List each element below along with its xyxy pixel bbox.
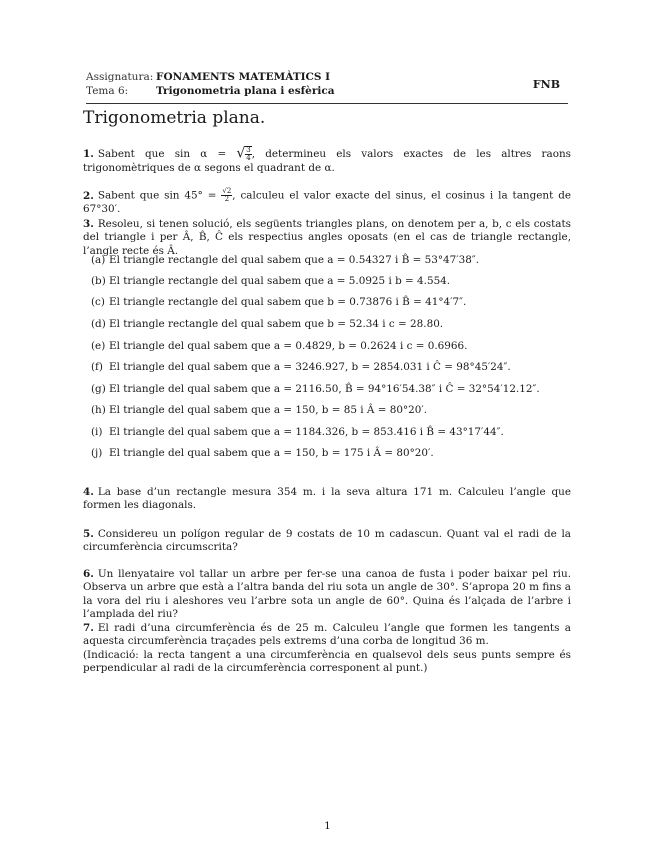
list-item — [91, 296, 466, 309]
exercise-text: Sabent que sin 45° = — [97, 189, 217, 202]
item-text: El triangle del qual sabem que a = 1184.326, b = 853.416 i B̂ = 43°17′44″. — [109, 426, 504, 438]
exercise-text: Sabent que sin α = — [97, 148, 227, 160]
fraction-numerator: 3 — [246, 146, 251, 154]
exercise-5 — [83, 528, 571, 555]
item-label: (b) — [91, 275, 106, 287]
page-title: Trigonometria plana. — [83, 108, 266, 128]
item-text: El triangle del qual sabem que a = 0.4829, b = 0.2624 i c = 0.6966. — [109, 340, 468, 352]
fraction-denominator: 4 — [246, 154, 251, 162]
exercise-number: 4. — [83, 486, 94, 498]
item-text: El triangle del qual sabem que a = 3246.927, b = 2854.031 i Ĉ = 98°45′24″. — [109, 361, 511, 373]
item-label: (g) — [91, 383, 106, 395]
list-item — [91, 254, 479, 267]
page-header — [86, 69, 568, 104]
item-text: El triangle rectangle del qual sabem que a = 5.0925 i b = 4.554. — [109, 275, 451, 287]
exercise-7 — [83, 622, 571, 676]
exercise-text: Considereu un polígon regular de 9 costats de 10 m cadascun. Quant val el radi de la circumferència circumscrita? — [83, 528, 571, 554]
list-item — [91, 426, 504, 439]
header-subject-row — [86, 71, 330, 84]
list-item — [91, 404, 427, 417]
exercise-text-cont: , determineu els valors exactes de les altres raons trigonomètriques de α segons el quadrant de α. — [83, 148, 571, 174]
exercise-1 — [83, 146, 571, 175]
item-label: (a) — [91, 254, 106, 266]
exercise-number: 7. — [83, 622, 94, 634]
item-label: (e) — [91, 340, 106, 352]
exercise-number: 2. — [83, 189, 94, 202]
exercise-4 — [83, 486, 571, 513]
exercise-text: Resoleu, si tenen solució, els següents triangles plans, on denotem per a, b, c els costats del triangle i per Â, B̂, Ĉ els respectius angles oposats (en el cas de triangle rectangle, l’angle recte és Â. — [83, 218, 571, 257]
item-label: (c) — [91, 296, 105, 308]
header-topic-label: Tema 6: — [86, 85, 129, 97]
exercise-6 — [83, 568, 571, 622]
item-label: (i) — [91, 426, 103, 438]
item-label: (j) — [91, 447, 103, 459]
header-subject-value: FONAMENTS MATEMÀTICS I — [156, 71, 331, 83]
page-number: 1 — [324, 820, 331, 832]
list-item — [91, 447, 434, 460]
item-label: (h) — [91, 404, 106, 416]
exercise-text: La base d’un rectangle mesura 354 m. i la seva altura 171 m. Calculeu l’angle que formen les diagonals. — [83, 486, 571, 512]
item-label: (f) — [91, 361, 103, 373]
exercise-3 — [83, 218, 571, 258]
item-label: (d) — [91, 318, 106, 330]
exercise-number: 5. — [83, 528, 94, 540]
fraction-numerator: √2 — [222, 187, 232, 195]
exercise-text-cont: , calculeu el valor exacte del sinus, el cosinus i la tangent de 67°30′. — [83, 189, 571, 215]
item-text: El triangle rectangle del qual sabem que b = 0.73876 i B̂ = 41°4′7″. — [109, 296, 467, 308]
exercise-2 — [83, 188, 571, 216]
item-text: El triangle rectangle del qual sabem que a = 0.54327 i B̂ = 53°47′38″. — [109, 254, 480, 266]
item-text: El triangle rectangle del qual sabem que b = 52.34 i c = 28.80. — [109, 318, 444, 330]
exercise-number: 6. — [83, 568, 94, 580]
list-item — [91, 275, 450, 288]
list-item — [91, 318, 443, 331]
exercise-text: Un llenyataire vol tallar un arbre per fer-se una canoa de fusta i poder baixar pel riu. Observa un arbre que està a l’altra banda del riu sota un angle de 30°. S’apropa 20 m fins a la vora del riu i aleshores veu l’arbre sota un angle de 60°. Quina és l’alçada de l’arbre i l’amplada del riu? — [83, 568, 571, 621]
header-subject-label: Assignatura: — [86, 71, 154, 83]
list-item — [91, 361, 511, 374]
list-item — [91, 340, 467, 353]
exercise-number: 3. — [83, 218, 94, 230]
item-text: El triangle del qual sabem que a = 150, b = 85 i Â = 80°20′. — [109, 404, 428, 416]
list-item — [91, 383, 540, 396]
header-right-label: FNB — [532, 78, 560, 91]
item-text: El triangle del qual sabem que a = 150, b = 175 i Â = 80°20′. — [109, 447, 434, 459]
fraction-denominator: 2 — [224, 195, 230, 203]
header-topic-row — [86, 85, 335, 98]
exercise-note: (Indicació: la recta tangent a una circumferència en qualsevol dels seus punts sempre és perpendicular al radi de la circumferència corresponent al punt.) — [83, 648, 571, 675]
fraction — [221, 188, 232, 203]
exercise-text: El radi d’una circumferència és de 25 m. Calculeu l’angle que formen les tangents a aquesta circumferència traçades pels extrems d’una corba de longitud 36 m. — [83, 622, 571, 648]
sqrt-expression: √ $\frac{3}{4}$ — [236, 145, 251, 162]
header-topic-value: Trigonometria plana i esfèrica — [156, 85, 335, 97]
exercise-number: 1. — [83, 148, 94, 160]
item-text: El triangle del qual sabem que a = 2116.50, B̂ = 94°16′54.38″ i Ĉ = 32°54′12.12″. — [109, 383, 540, 395]
